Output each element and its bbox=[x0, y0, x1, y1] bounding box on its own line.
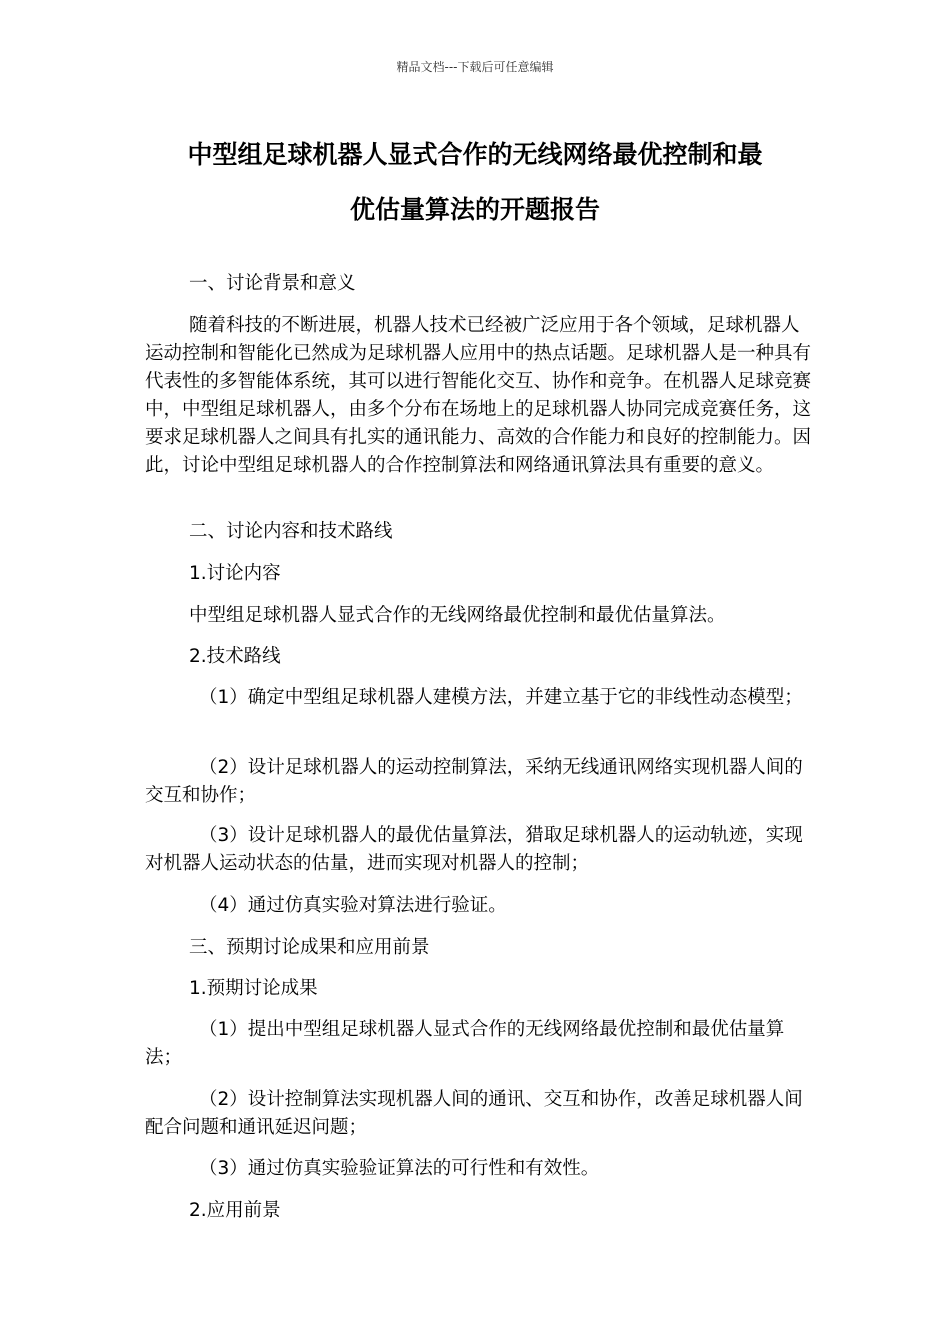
subheading-content: 1.讨论内容 bbox=[189, 563, 281, 584]
result-item-1: （1）提出中型组足球机器人显式合作的无线网络最优控制和最优估量算法； bbox=[145, 1019, 785, 1068]
subheading-application: 2.应用前景 bbox=[189, 1200, 281, 1221]
page-header: 精品文档---下载后可任意编辑 bbox=[396, 60, 554, 74]
subheading-results: 1.预期讨论成果 bbox=[189, 978, 318, 999]
result-item-2: （2）设计控制算法实现机器人间的通讯、交互和协作，改善足球机器人间配合问题和通讯延迟问题； bbox=[145, 1089, 803, 1138]
route-item-3: （3）设计足球机器人的最优估量算法，猎取足球机器人的运动轨迹，实现对机器人运动状态的估量，进而实现对机器人的控制； bbox=[145, 825, 803, 874]
subheading-route: 2.技术路线 bbox=[189, 646, 281, 667]
document-title-line-1: 中型组足球机器人显式合作的无线网络最优控制和最 bbox=[187, 140, 763, 169]
paragraph-background: 随着科技的不断进展，机器人技术已经被广泛应用于各个领域，足球机器人运动控制和智能化已然成为足球机器人应用中的热点话题。足球机器人是一种具有代表性的多智能体系统，其可以进行智能化交互、协作和竞争。在机器人足球竞赛中，中型组足球机器人，由多个分布在场地上的足球机器人协同完成竞赛任务，这要求足球机器人之间具有扎实的通讯能力、高效的合作能力和良好的控制能力。因此，讨论中型组足球机器人的合作控制算法和网络通讯算法具有重要的意义。 bbox=[145, 315, 812, 476]
paragraph-content: 中型组足球机器人显式合作的无线网络最优控制和最优估量算法。 bbox=[189, 605, 726, 626]
section-heading-content-route: 二、讨论内容和技术路线 bbox=[189, 521, 393, 542]
route-item-4: （4）通过仿真实验对算法进行验证。 bbox=[199, 895, 507, 916]
section-heading-results: 三、预期讨论成果和应用前景 bbox=[189, 937, 430, 958]
document-title-line-2: 优估量算法的开题报告 bbox=[349, 195, 600, 224]
route-item-1: （1）确定中型组足球机器人建模方法，并建立基于它的非线性动态模型； bbox=[199, 687, 803, 708]
route-item-2: （2）设计足球机器人的运动控制算法，采纳无线通讯网络实现机器人间的交互和协作； bbox=[145, 757, 803, 806]
section-heading-background: 一、讨论背景和意义 bbox=[189, 273, 356, 294]
result-item-3: （3）通过仿真实验验证算法的可行性和有效性。 bbox=[199, 1158, 600, 1179]
